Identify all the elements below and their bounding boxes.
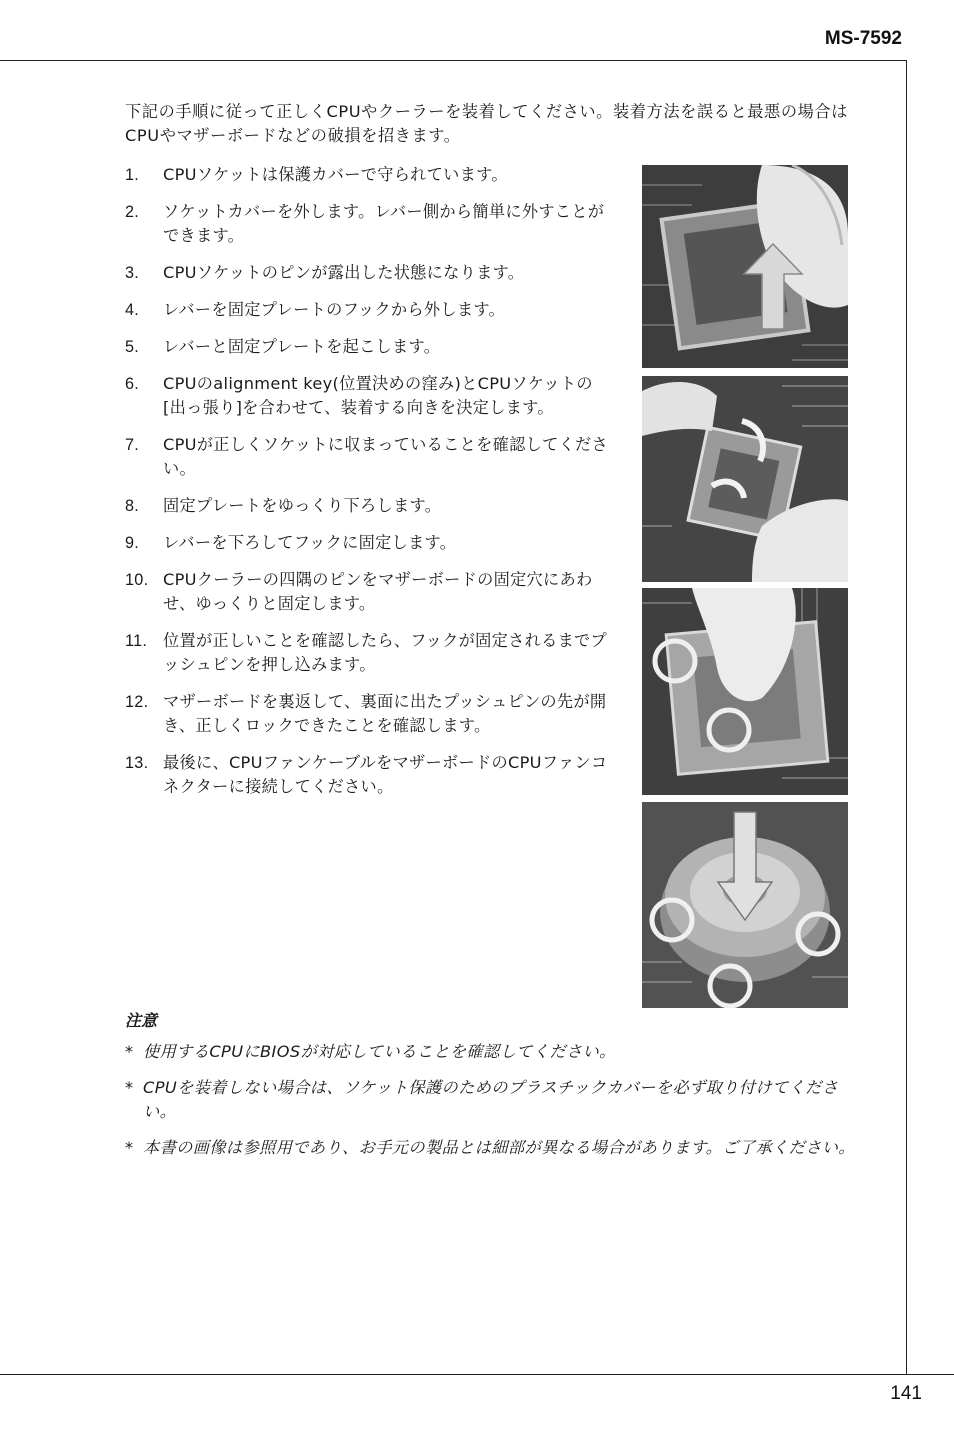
step-text: レバーを下ろしてフックに固定します。 — [163, 533, 457, 552]
step-number: 2. — [125, 203, 140, 221]
step-text: 固定プレートをゆっくり下ろします。 — [163, 496, 442, 515]
note-text: 本書の画像は参照用であり、お手元の製品とは細部が異なる場合があります。ご了承ください。 — [143, 1138, 855, 1157]
step-number: 6. — [125, 375, 140, 393]
note-item — [125, 1136, 855, 1160]
step-text: マザーボードを裏返して、裏面に出たプッシュピンの先が開き、正しくロックできたことを確認します。 — [163, 692, 607, 735]
step-number: 12. — [125, 693, 149, 711]
step-number: 13. — [125, 754, 149, 772]
model-number: MS-7592 — [824, 28, 902, 49]
step-number: 4. — [125, 301, 140, 319]
right-rule — [906, 60, 907, 1375]
step-number: 10. — [125, 571, 149, 589]
step-number: 8. — [125, 497, 140, 515]
step-13 — [125, 751, 615, 799]
top-rule — [0, 60, 906, 61]
step-number: 11. — [125, 632, 148, 650]
step-number: 7. — [125, 436, 140, 454]
installation-steps — [125, 163, 615, 812]
step-2 — [125, 200, 615, 248]
asterisk: * — [125, 1042, 134, 1061]
step-3 — [125, 261, 615, 285]
step-4 — [125, 298, 615, 322]
note-text: 使用するCPUにBIOSが対応していることを確認してください。 — [143, 1042, 616, 1061]
step-text: CPUソケットは保護カバーで守られています。 — [163, 165, 508, 184]
step-6 — [125, 372, 615, 420]
step-9 — [125, 531, 615, 555]
step-text: CPUが正しくソケットに収まっていることを確認してください。 — [163, 435, 609, 478]
step-text: CPUソケットのピンが露出した状態になります。 — [163, 263, 525, 282]
step-number: 1. — [125, 166, 140, 184]
note-item — [125, 1076, 855, 1124]
photo-align-cpu — [642, 376, 848, 582]
step-text: CPUのalignment key(位置決めの窪み)とCPUソケットの[出っ張り]を合わせて、装着する向きを決定します。 — [163, 374, 593, 417]
step-number: 3. — [125, 264, 140, 282]
step-text: 最後に、CPUファンケーブルをマザーボードのCPUファンコネクターに接続してください。 — [163, 753, 608, 796]
asterisk: * — [125, 1138, 134, 1157]
asterisk: * — [125, 1078, 134, 1097]
step-number: 5. — [125, 338, 140, 356]
photo-install-cooler — [642, 802, 848, 1008]
step-text: CPUクーラーの四隅のピンをマザーボードの固定穴にあわせ、ゆっくりと固定します。 — [163, 570, 593, 613]
step-text: レバーを固定プレートのフックから外します。 — [163, 300, 506, 319]
step-5 — [125, 335, 615, 359]
step-text: ソケットカバーを外します。レバー側から簡単に外すことができます。 — [163, 202, 605, 245]
photo-lock-lever — [642, 588, 848, 795]
note-list — [125, 1040, 855, 1172]
note-title: 注意 — [125, 1011, 158, 1030]
step-10 — [125, 568, 615, 616]
step-number: 9. — [125, 534, 140, 552]
step-7 — [125, 433, 615, 481]
step-1 — [125, 163, 615, 187]
note-item — [125, 1040, 855, 1064]
step-12 — [125, 690, 615, 738]
page-number: 141 — [890, 1383, 922, 1404]
step-11 — [125, 629, 615, 677]
bottom-rule — [0, 1374, 954, 1375]
step-8 — [125, 494, 615, 518]
step-text: レバーと固定プレートを起こします。 — [163, 337, 441, 356]
intro-paragraph: 下記の手順に従って正しくCPUやクーラーを装着してください。装着方法を誤ると最悪の場合はCPUやマザーボードなどの破損を招きます。 — [125, 102, 848, 145]
note-text: CPUを装着しない場合は、ソケット保護のためのプラスチックカバーを必ず取り付けてください。 — [143, 1078, 839, 1121]
photo-remove-socket-cover — [642, 165, 848, 368]
step-text: 位置が正しいことを確認したら、フックが固定されるまでプッシュピンを押し込みます。 — [163, 631, 608, 674]
